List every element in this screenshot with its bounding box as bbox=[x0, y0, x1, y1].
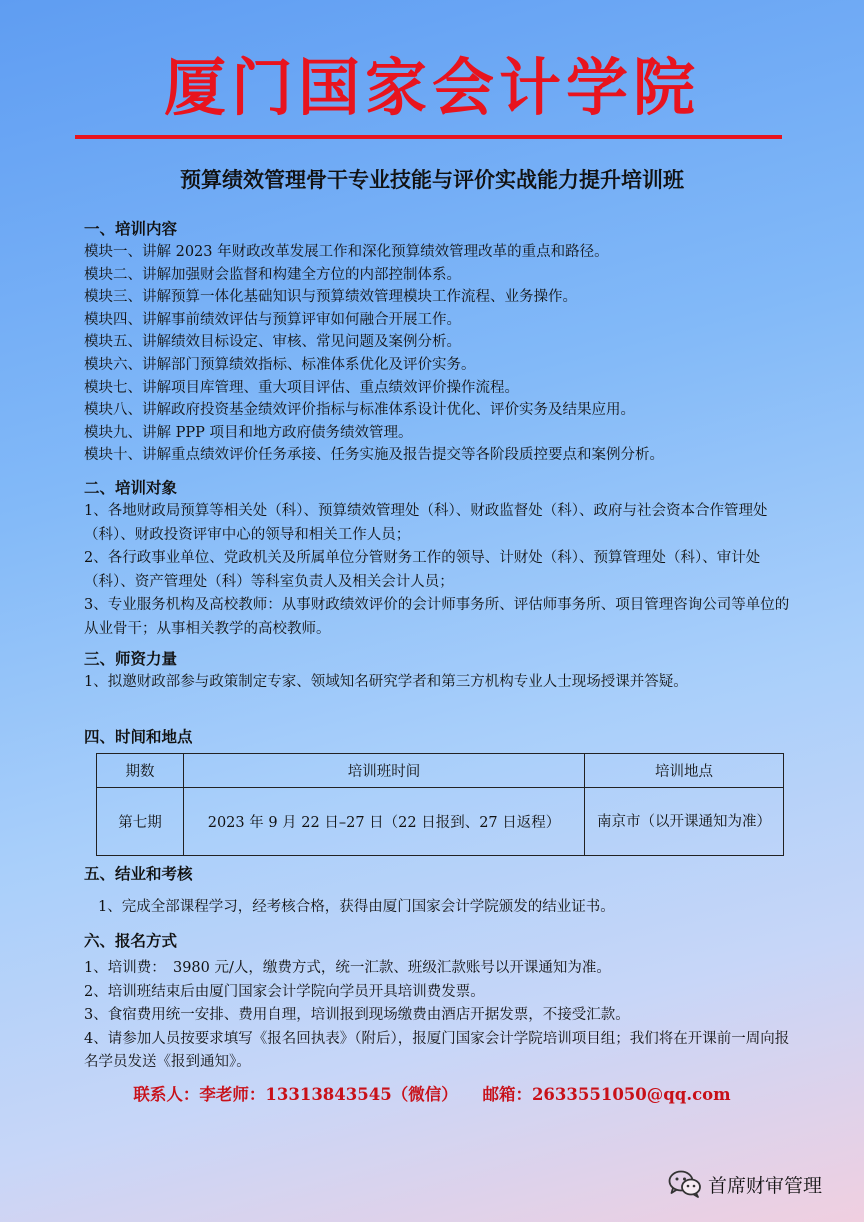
faculty-item: 1、拟邀财政部参与政策制定专家、领域知名研究学者和第三方机构专业人士现场授课并答疑。 bbox=[84, 674, 688, 690]
table-cell: 第七期 bbox=[97, 788, 184, 856]
table-header-row bbox=[97, 754, 784, 788]
section-registration bbox=[84, 930, 794, 1075]
target-item: 2、各行政事业单位、党政机关及所属单位分管财务工作的领导、计财处（科）、预算管理处（科）、审计处（科）、资产管理处（科）等科室负责人及相关会计人员； bbox=[84, 550, 761, 590]
section-target bbox=[84, 477, 794, 641]
section-heading: 六、报名方式 bbox=[84, 932, 178, 950]
column-header: 培训地点 bbox=[585, 754, 784, 788]
target-item: 1、各地财政局预算等相关处（科）、预算绩效管理处（科）、财政监督处（科）、政府与社会资本合作管理处（科）、财政投资评审中心的领导和相关工作人员； bbox=[84, 503, 768, 543]
section-heading: 三、师资力量 bbox=[84, 650, 178, 668]
section-heading: 五、结业和考核 bbox=[84, 865, 193, 883]
registration-item: 3、食宿费用统一安排、费用自理，培训报到现场缴费由酒店开据发票，不接受汇款。 bbox=[84, 1007, 630, 1023]
watermark-text: 首席财审管理 bbox=[708, 1174, 823, 1197]
section-content bbox=[84, 218, 794, 467]
column-header: 期数 bbox=[97, 754, 184, 788]
contact-person: 联系人：李老师：13313843545（微信） bbox=[133, 1085, 450, 1104]
registration-item: 4、请参加人员按要求填写《报名回执表》（附后），报厦门国家会计学院培训项目组；我们将在开课前一周向报名学员发送《报到通知》。 bbox=[84, 1030, 790, 1070]
registration-item: 1、培训费： 3980 元/人，缴费方式，统一汇款、班级汇款账号以开课通知为准。 bbox=[84, 960, 611, 976]
table-cell: 2023 年 9 月 22 日–27 日（22 日报到、27 日返程） bbox=[184, 788, 585, 856]
module-item: 模块八、讲解政府投资基金绩效评价指标与标准体系设计优化、评价实务及结果应用。 bbox=[84, 402, 635, 419]
section-heading: 二、培训对象 bbox=[84, 479, 178, 497]
watermark bbox=[668, 1170, 822, 1198]
section-heading: 四、时间和地点 bbox=[84, 728, 193, 746]
title-divider bbox=[75, 135, 782, 139]
module-item: 模块七、讲解项目库管理、重大项目评估、重点绩效评价操作流程。 bbox=[84, 379, 519, 396]
table-cell: 南京市（以开课通知为准） bbox=[585, 788, 784, 856]
page-subtitle: 预算绩效管理骨干专业技能与评价实战能力提升培训班 bbox=[180, 168, 684, 192]
module-item: 模块九、讲解 PPP 项目和地方政府债务绩效管理。 bbox=[84, 424, 413, 441]
schedule-table bbox=[96, 753, 784, 856]
column-header: 培训班时间 bbox=[184, 754, 585, 788]
section-completion bbox=[84, 863, 794, 920]
module-item: 模块十、讲解重点绩效评价任务承接、任务实施及报告提交等各阶段质控要点和案例分析。 bbox=[84, 447, 664, 464]
module-item: 模块六、讲解部门预算绩效指标、标准体系优化及评价实务。 bbox=[84, 356, 476, 373]
contact-line bbox=[0, 1081, 864, 1105]
module-item: 模块三、讲解预算一体化基础知识与预算绩效管理模块工作流程、业务操作。 bbox=[84, 289, 577, 306]
module-item: 模块四、讲解事前绩效评估与预算评审如何融合开展工作。 bbox=[84, 311, 461, 328]
section-heading: 一、培训内容 bbox=[84, 220, 178, 238]
registration-item: 2、培训班结束后由厦门国家会计学院向学员开具培训费发票。 bbox=[84, 983, 485, 1000]
completion-item: 1、完成全部课程学习，经考核合格，获得由厦门国家会计学院颁发的结业证书。 bbox=[98, 899, 615, 915]
contact-email: 邮箱：2633551050@qq.com bbox=[482, 1085, 731, 1104]
module-item: 模块五、讲解绩效目标设定、审核、常见问题及案例分析。 bbox=[84, 334, 461, 351]
target-item: 3、专业服务机构及高校教师：从事财政绩效评价的会计师事务所、评估师事务所、项目管理咨询公司等单位的从业骨干；从事相关教学的高校教师。 bbox=[84, 597, 790, 637]
page-title: 厦门国家会计学院 bbox=[163, 51, 700, 124]
module-item: 模块二、讲解加强财会监督和构建全方位的内部控制体系。 bbox=[84, 266, 461, 283]
section-schedule bbox=[84, 726, 794, 749]
wechat-icon bbox=[668, 1170, 702, 1198]
section-faculty bbox=[84, 648, 794, 695]
table-row bbox=[97, 788, 784, 856]
module-item: 模块一、讲解 2023 年财政改革发展工作和深化预算绩效管理改革的重点和路径。 bbox=[84, 244, 609, 260]
